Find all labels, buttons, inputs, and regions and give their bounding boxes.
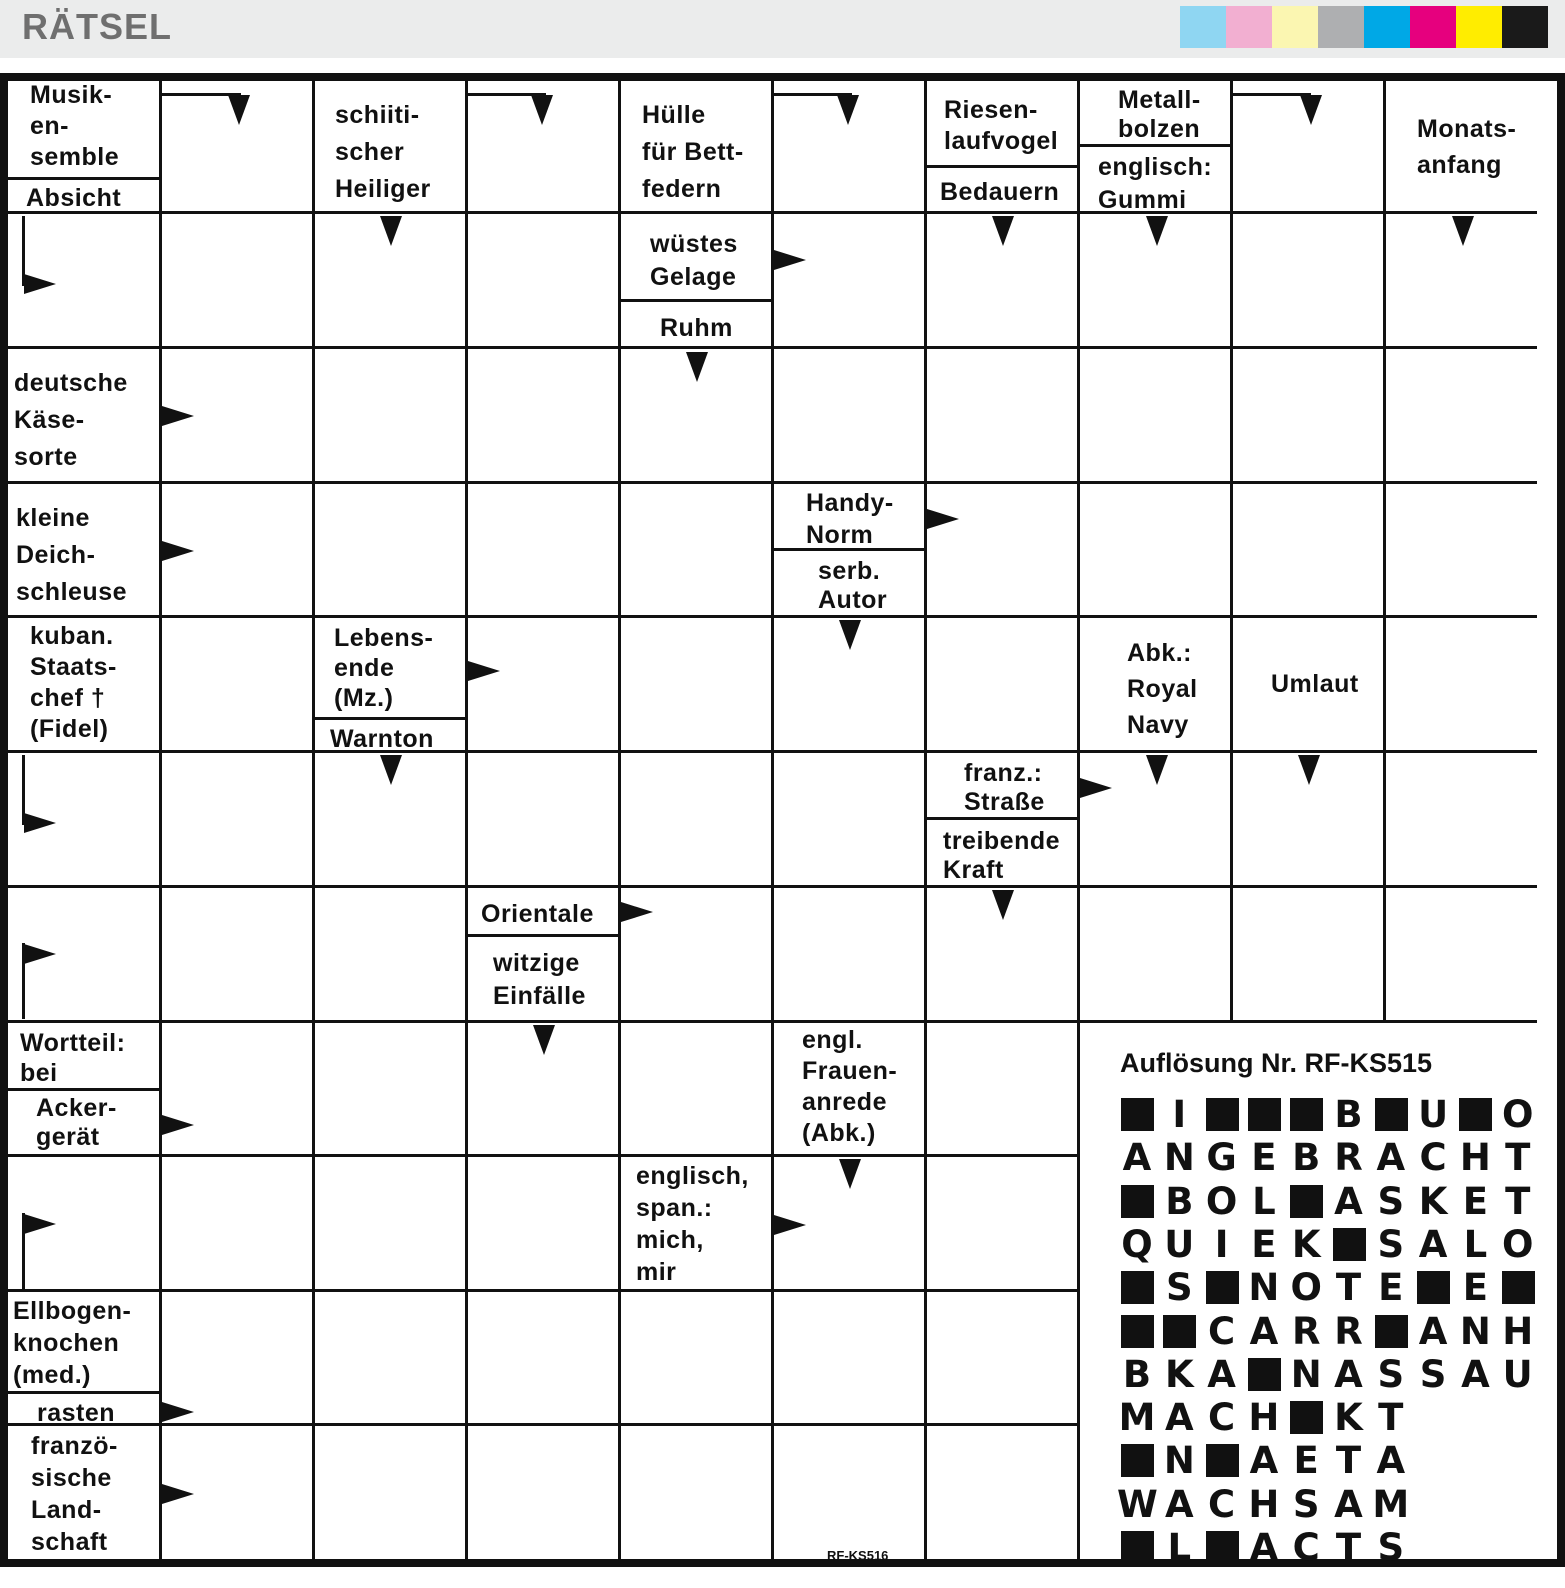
color-swatch-8 (1502, 6, 1548, 48)
clue-treibende-kraft: treibende Kraft (943, 827, 1061, 884)
solution-letter: S (1419, 1352, 1447, 1396)
clue-franzoesische-landschaft: franzö- sische Land- schaft (31, 1432, 118, 1556)
split-divider-10 (8, 1391, 160, 1394)
grid-vline-3 (465, 79, 468, 1560)
arrow-down-icon-17 (380, 755, 402, 785)
color-calibration-bar (1180, 6, 1548, 48)
color-swatch-3 (1272, 6, 1318, 48)
puzzle-code: RF-KS516 (827, 1548, 889, 1563)
solution-letter: S (1165, 1266, 1193, 1310)
solution-letter: A (1334, 1179, 1363, 1223)
solution-letter: A (1334, 1352, 1363, 1396)
solution-letter: O (1205, 1179, 1238, 1223)
clue-musikensemble: Musik- en- semble (30, 81, 120, 171)
arrow-down-icon-2 (531, 95, 553, 125)
solution-letter: R (1334, 1309, 1363, 1353)
color-swatch-6 (1410, 6, 1456, 48)
solution-letter: A (1249, 1309, 1279, 1353)
solution-block (1121, 1098, 1154, 1131)
solution-letter: E (1293, 1439, 1319, 1483)
grid-hline-6 (8, 885, 1537, 888)
arrow-right-icon-5 (24, 274, 56, 294)
solution-letter: A (1164, 1482, 1194, 1526)
solution-letter: I (1214, 1222, 1229, 1266)
leader-hline-4 (1231, 93, 1311, 96)
arrow-right-icon-30 (162, 1402, 194, 1422)
solution-letter: H (1248, 1396, 1280, 1440)
solution-letter: B (1292, 1136, 1321, 1180)
grid-hline-9 (8, 1289, 1078, 1292)
clue-abk-royal-navy: Abk.: Royal Navy (1127, 639, 1198, 739)
clue-absicht: Absicht (26, 184, 122, 212)
solution-letter: S (1377, 1179, 1405, 1223)
page-title: RÄTSEL (22, 6, 172, 47)
solution-letter: E (1378, 1266, 1404, 1310)
solution-letter: C (1292, 1526, 1320, 1569)
solution-letter: S (1377, 1526, 1405, 1569)
clue-umlaut: Umlaut (1271, 670, 1359, 698)
arrow-right-icon-28 (24, 1214, 56, 1234)
solution-block (1333, 1228, 1366, 1261)
grid-hline-5 (8, 750, 1537, 753)
solution-letter: C (1208, 1396, 1236, 1440)
solution-box-top (1078, 1020, 1537, 1023)
solution-letter: O (1501, 1222, 1534, 1266)
solution-letter: S (1292, 1482, 1320, 1526)
solution-letter: T (1378, 1396, 1404, 1440)
solution-letter: B (1122, 1352, 1152, 1396)
arrow-down-icon-9 (1146, 216, 1168, 246)
color-swatch-5 (1364, 6, 1410, 48)
split-divider-9 (8, 1088, 160, 1091)
arrow-right-icon-29 (774, 1215, 806, 1235)
solution-block (1121, 1271, 1154, 1304)
grid-hline-1 (8, 211, 1537, 214)
clue-bedauern: Bedauern (940, 178, 1060, 206)
clue-ellbogenknochen: Ellbogen- knochen (med.) (13, 1297, 132, 1389)
solution-letter: E (1462, 1266, 1489, 1310)
solution-block (1206, 1531, 1239, 1564)
solution-letter: A (1207, 1352, 1236, 1396)
solution-letter: C (1208, 1482, 1236, 1526)
arrow-down-icon-27 (839, 1159, 861, 1189)
arrow-down-icon-19 (1298, 755, 1320, 785)
clue-englisch-span-mich-mir: englisch, span.: mich, mir (636, 1162, 749, 1286)
clue-warnton: Warnton (330, 725, 434, 753)
solution-letter: A (1164, 1396, 1194, 1440)
clue-deutsche-kaesesorte: deutsche Käse- sorte (14, 369, 128, 471)
solution-block (1290, 1098, 1323, 1131)
solution-letter: N (1290, 1352, 1322, 1396)
clue-franz-strasse: franz.: Straße (964, 759, 1045, 816)
grid-hline-8 (8, 1154, 1078, 1157)
clue-huelle-bettfedern: Hülle für Bett- federn (642, 101, 744, 203)
arrow-right-icon-16 (468, 661, 500, 681)
clue-wuestes-gelage: wüstes Gelage (650, 230, 738, 291)
arrow-right-icon-31 (162, 1484, 194, 1504)
solution-letter: L (1252, 1179, 1276, 1223)
solution-letter: A (1249, 1439, 1279, 1483)
solution-block (1459, 1098, 1492, 1131)
arrow-down-icon-3 (837, 95, 859, 125)
arrow-down-icon-22 (992, 890, 1014, 920)
split-divider-3 (1078, 144, 1231, 147)
clue-lebensende: Lebens- ende (Mz.) (334, 624, 434, 712)
solution-letter: A (1418, 1309, 1448, 1353)
arrow-down-icon-25 (533, 1025, 555, 1055)
grid-vline-8 (1230, 79, 1233, 1021)
solution-letter: B (1165, 1179, 1194, 1223)
clue-monatsanfang: Monats- anfang (1417, 115, 1517, 179)
clue-rasten: rasten (37, 1399, 116, 1427)
grid-hline-4 (8, 615, 1537, 618)
solution-letter: A (1249, 1526, 1279, 1569)
color-swatch-4 (1318, 6, 1364, 48)
solution-title: Auflösung Nr. RF-KS515 (1120, 1048, 1433, 1078)
split-divider-2 (925, 165, 1078, 168)
solution-block (1290, 1185, 1323, 1218)
grid-hline-3 (8, 481, 1537, 484)
clue-ackergeraet: Acker- gerät (36, 1094, 117, 1151)
solution-block (1121, 1185, 1154, 1218)
solution-letter: K (1334, 1396, 1363, 1440)
solution-letter: A (1122, 1136, 1152, 1180)
clue-wortteil-bei: Wortteil: bei (20, 1029, 126, 1087)
clue-riesenlaufvogel: Riesen- laufvogel (944, 96, 1059, 155)
clue-ruhm: Ruhm (660, 314, 733, 342)
arrow-right-icon-20 (24, 813, 56, 833)
solution-block (1121, 1444, 1154, 1477)
clue-englisch-gummi: englisch: Gummi (1098, 153, 1213, 214)
solution-block (1248, 1358, 1281, 1391)
solution-letter: B (1334, 1093, 1363, 1136)
arrow-right-icon-12 (162, 406, 194, 426)
solution-letter: N (1248, 1266, 1280, 1310)
solution-letter: T (1505, 1136, 1531, 1180)
solution-letter: H (1502, 1309, 1534, 1353)
solution-block (1121, 1315, 1154, 1348)
grid-vline-2 (312, 79, 315, 1560)
solution-letter: C (1208, 1309, 1236, 1353)
solution-letter: E (1462, 1179, 1489, 1223)
solution-letter: E (1251, 1222, 1277, 1266)
arrow-right-icon-26 (162, 1115, 194, 1135)
solution-letter: C (1419, 1136, 1447, 1180)
solution-letter: E (1251, 1136, 1277, 1180)
solution-letter: K (1291, 1222, 1321, 1266)
solution-letter: N (1163, 1136, 1195, 1180)
solution-block (1375, 1098, 1408, 1131)
solution-letter: S (1377, 1222, 1405, 1266)
solution-letter: G (1206, 1136, 1237, 1180)
grid-hline-2 (8, 346, 1537, 349)
solution-block (1417, 1271, 1450, 1304)
solution-letter: S (1377, 1352, 1405, 1396)
arrow-right-icon-7 (774, 250, 806, 270)
solution-letter: W (1117, 1482, 1158, 1526)
arrow-down-icon-15 (839, 620, 861, 650)
clue-serb-autor: serb. Autor (818, 557, 888, 614)
arrow-down-icon-8 (992, 216, 1014, 246)
solution-block (1206, 1271, 1239, 1304)
arrow-right-icon-14 (927, 509, 959, 529)
solution-letter: I (1172, 1093, 1187, 1136)
clue-metallbolzen: Metall- bolzen (1118, 86, 1201, 143)
solution-letter: O (1501, 1093, 1534, 1136)
solution-letter: N (1163, 1439, 1195, 1483)
solution-letter: K (1164, 1352, 1194, 1396)
color-swatch-2 (1226, 6, 1272, 48)
clue-kuban-staatschef: kuban. Staats- chef † (Fidel) (30, 622, 117, 743)
solution-letter: K (1418, 1179, 1448, 1223)
solution-letter: T (1335, 1439, 1362, 1483)
solution-letter: A (1418, 1222, 1448, 1266)
solution-letter: N (1459, 1309, 1491, 1353)
arrow-down-icon-18 (1146, 755, 1168, 785)
arrow-down-icon-1 (228, 95, 250, 125)
arrow-down-icon-10 (1452, 216, 1474, 246)
solution-block (1248, 1098, 1281, 1131)
solution-letter: U (1418, 1093, 1449, 1136)
solution-letter: T (1335, 1266, 1362, 1310)
arrow-right-icon-13 (162, 541, 194, 561)
color-swatch-7 (1456, 6, 1502, 48)
solution-letter: A (1461, 1352, 1490, 1396)
solution-letter: L (1167, 1526, 1192, 1569)
solution-letter: T (1335, 1526, 1362, 1569)
solution-letter: A (1334, 1482, 1363, 1526)
color-swatch-1 (1180, 6, 1226, 48)
solution-letter: L (1463, 1222, 1488, 1266)
solution-letter: M (1372, 1482, 1410, 1526)
solution-letter: R (1291, 1309, 1321, 1353)
clue-handy-norm: Handy- Norm (806, 489, 894, 549)
solution-block (1121, 1531, 1154, 1564)
split-divider-4 (619, 299, 772, 302)
solution-letter: A (1376, 1439, 1406, 1483)
solution-letter: H (1248, 1482, 1280, 1526)
arrow-right-icon-24 (24, 944, 56, 964)
solution-block (1206, 1444, 1239, 1477)
solution-letter: A (1376, 1136, 1406, 1180)
arrow-down-icon-6 (380, 216, 402, 246)
solution-block (1290, 1401, 1323, 1434)
split-divider-6 (313, 717, 466, 720)
solution-letter: U (1502, 1352, 1533, 1396)
solution-block (1502, 1271, 1535, 1304)
grid-hline-10 (8, 1423, 1078, 1426)
arrow-down-icon-4 (1300, 95, 1322, 125)
grid-vline-9 (1383, 79, 1386, 1021)
solution-letter: R (1334, 1136, 1363, 1180)
arrow-down-icon-11 (686, 352, 708, 382)
grid-vline-1 (159, 79, 162, 1560)
clue-schiitischer-heiliger: schiiti- scher Heiliger (335, 101, 431, 203)
arrow-right-icon-23 (621, 902, 653, 922)
page-header (0, 0, 1565, 58)
split-divider-1 (8, 177, 160, 180)
clue-witzige-einfaelle: witzige Einfälle (493, 949, 586, 1010)
solution-letter: Q (1121, 1222, 1153, 1266)
split-divider-8 (466, 934, 619, 937)
arrow-right-icon-21 (1080, 778, 1112, 798)
solution-block (1206, 1098, 1239, 1131)
solution-block (1163, 1315, 1196, 1348)
solution-letter: H (1459, 1136, 1491, 1180)
split-divider-7 (925, 817, 1078, 820)
solution-letter: M (1118, 1396, 1156, 1440)
solution-block (1375, 1315, 1408, 1348)
clue-orientale: Orientale (481, 900, 594, 928)
clue-engl-frauenanrede: engl. Frauen- anrede (Abk.) (802, 1026, 898, 1147)
solution-letter: O (1290, 1266, 1322, 1310)
solution-letter: T (1505, 1179, 1531, 1223)
solution-letter: U (1164, 1222, 1195, 1266)
clue-kleine-deichschleuse: kleine Deich- schleuse (16, 504, 128, 606)
